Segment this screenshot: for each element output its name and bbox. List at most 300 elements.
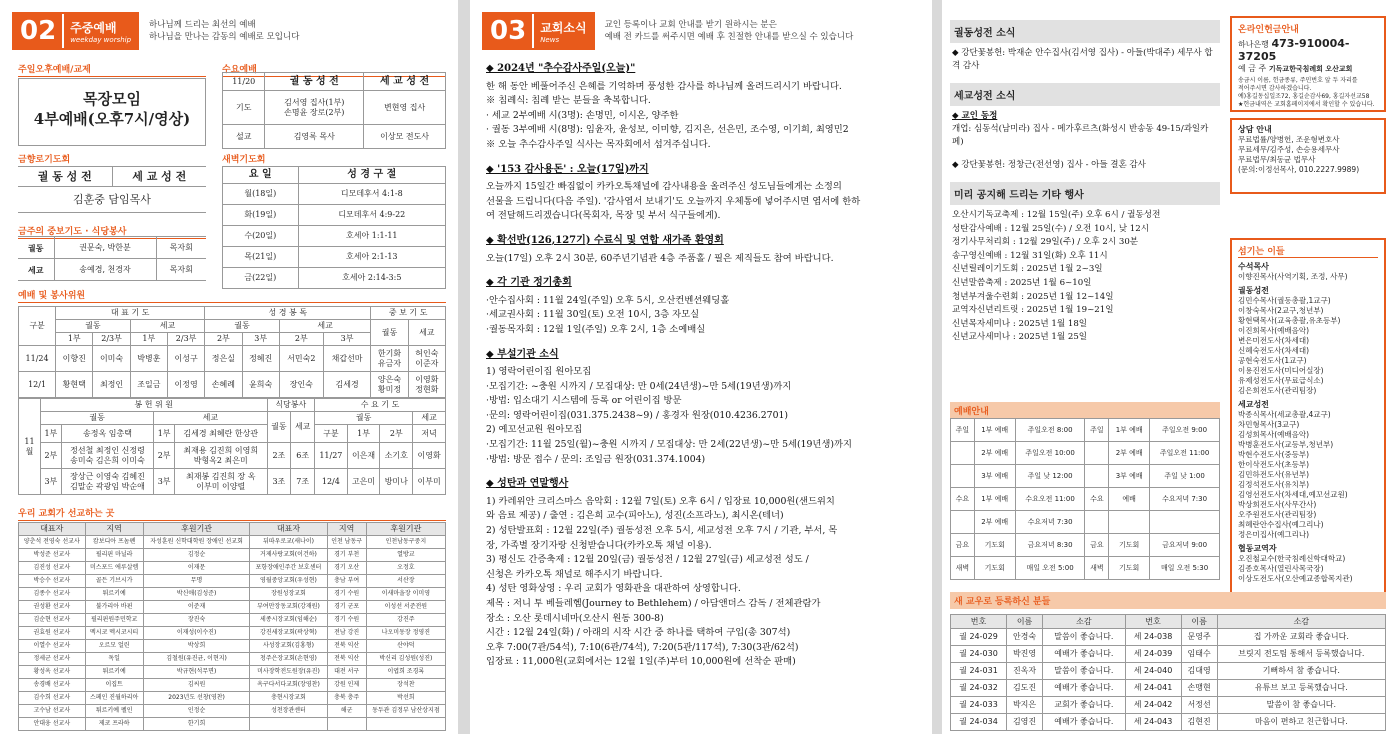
text-line: 2) 성탄발표회 : 12월 22일(주) 궐동성전 오후 5시, 세교성전 오후 7시 / 기관, 부서, 목	[486, 525, 838, 537]
gwoldong-news-text	[950, 43, 1220, 77]
section-badge	[12, 12, 139, 50]
new-member-row	[951, 663, 1386, 680]
text-line: 신년릴레이기도회 : 2025년 1월 2~3일	[952, 264, 1103, 275]
cell	[1150, 511, 1220, 534]
text-line: ·모집기간: 11월 25일(월)~충원 시까지 / 모집대상: 만 2세(22년생)~만 5세(19년생)까지	[486, 439, 852, 451]
section-number: 03	[484, 14, 532, 48]
cell: 금(22일)	[223, 268, 299, 289]
cell: 1부 예배	[1109, 419, 1150, 442]
online-offering-box	[1230, 16, 1386, 112]
cell: 말씀이 좋습니다.	[1043, 663, 1125, 680]
text-line: (문의:이정선목사, 010.2227.9989)	[1238, 165, 1360, 174]
cell: 박선희	[366, 692, 445, 705]
text-line: 와 음료 제공) / 출연 : 김은희 교수(피아노), 성진(소프라노), 최시온(테너)	[486, 510, 784, 522]
cell: 11월	[19, 399, 41, 495]
text-line: ★헌금내역은 교회홈페이지에서 확인할 수 있습니다.	[1238, 101, 1375, 108]
cell: 식당봉사	[267, 399, 315, 412]
text-line: 오진철교수(한국침례신학대학교)	[1238, 554, 1346, 563]
segyo-news-body	[950, 106, 1220, 176]
cell: 1부	[347, 425, 380, 443]
cell: 궐 동 성 전	[18, 167, 112, 187]
cell: 박상희	[143, 640, 250, 653]
worship-row	[951, 419, 1220, 442]
cell: 이성선 서준전원	[366, 601, 445, 614]
cell: 김현진	[1181, 714, 1217, 731]
cell: 주일오전 10:00	[1015, 442, 1085, 465]
text-line: 오늘까지 15일간 빠짐없이 카카오톡채널에 감사내용을 올려주신 성도님들에게는 소정의	[486, 181, 842, 193]
text-line: ◆ 강단꽃봉헌: 박재순 안수집사(김서영 집사) - 아들(박대주) 세무사 합격 감사	[952, 48, 1213, 71]
cell: 봉 헌 위 원	[41, 399, 268, 412]
mission-row	[19, 627, 446, 640]
text-line: 김민수목사(궐동총괄,1교구)	[1238, 296, 1331, 305]
cell: 인정순	[143, 705, 250, 718]
cell: 말씀이 참 좋습니다.	[1217, 697, 1385, 714]
intercession-section-title: 금주의 중보기도 · 식당봉사	[18, 224, 206, 239]
cell: 1부 예배	[974, 419, 1015, 442]
cell: 골든 기브시가	[85, 575, 143, 588]
text-line: 시간 : 12월 24일(화) / 아래의 시작 시간 중 하나를 택하여 구입(총 307석)	[486, 627, 791, 639]
cell: 수 요 기 도	[315, 399, 446, 412]
cell: 인천남동구중지	[366, 536, 445, 549]
cell: 고은미	[347, 469, 380, 495]
events-title: 미리 공지해 드리는 기타 행사	[950, 182, 1220, 205]
cell: 이부미	[413, 469, 446, 495]
mission-row	[19, 536, 446, 549]
cell: 이정영	[167, 372, 204, 398]
consult-lines	[1238, 135, 1378, 175]
cell: 2/3부	[93, 333, 130, 346]
cell: 세교	[279, 320, 371, 333]
staff-box	[1230, 238, 1386, 608]
text-line: 1) 카레위안 크리스마스 음악회 : 12월 7일(토) 오후 6시 / 입장료 10,000원(샌드위치	[486, 495, 835, 507]
worship-row	[951, 465, 1220, 488]
cell: 박성준 선교사	[19, 549, 86, 562]
cell: 주일오전 9:00	[1150, 419, 1220, 442]
cell: 2부 예배	[974, 511, 1015, 534]
cell: 청주은장교회(손현영)	[250, 653, 327, 666]
cell: 김대영	[1181, 663, 1217, 680]
cell: 수요	[1085, 488, 1109, 511]
cell: 집 가까운 교회라 좋습니다.	[1217, 629, 1385, 646]
cell: 11/20	[223, 73, 265, 91]
cell: 지역	[85, 523, 143, 536]
cell: 후원기관	[366, 523, 445, 536]
cell: 소기호	[380, 443, 413, 469]
news-heading: ◆ 확선반(126,127기) 수료식 및 연합 새가족 환영회	[486, 234, 724, 246]
cell: 송경배 선교사	[19, 679, 86, 692]
cell: 멕시코 멕시코시티	[85, 627, 143, 640]
cell: 김씨원	[143, 679, 250, 692]
mission-row	[19, 718, 446, 731]
mission-row	[19, 588, 446, 601]
cell: 충현시장교회	[250, 692, 327, 705]
cell: 박규현(석무면)	[143, 666, 250, 679]
cell: 박신애(김성준)	[143, 588, 250, 601]
cell: 이성구	[167, 346, 204, 372]
cell: 호세아 1:1-11	[298, 226, 445, 247]
cell	[951, 465, 975, 488]
cell: 성천장관센터	[250, 705, 327, 718]
text-line: 신년말씀축제 : 2025년 1월 6~10일	[952, 277, 1092, 288]
text-line: 송구영신예배 : 12월 31일(화) 오후 11시	[952, 250, 1108, 261]
cell: 방미나	[380, 469, 413, 495]
cell: 매일 오전 5:00	[1015, 557, 1085, 580]
cell: 김영록 목사	[265, 125, 364, 149]
cell: 궐동	[18, 237, 54, 259]
cell: 무명	[143, 575, 250, 588]
header-cell: 소감	[1217, 615, 1385, 629]
cell: 궐동	[267, 412, 291, 443]
cell: 뒤따우로교(새나이)	[250, 536, 327, 549]
header-desc-1: 교인 등록이나 교회 안내를 받기 원하시는 분은	[604, 20, 777, 30]
header-cell: 이름	[1181, 615, 1217, 629]
cell: 3조	[267, 469, 291, 495]
cell: 고수남 선교사	[19, 705, 86, 718]
cell: 한기화 유금자	[371, 346, 408, 372]
new-member-row	[951, 697, 1386, 714]
cell	[1109, 511, 1150, 534]
cell: 대 표 기 도	[56, 307, 205, 320]
cell: 김세경	[323, 372, 371, 398]
text-line: 예)홍길동십일조72, 홍길순감사69, 홍길자선교58	[1238, 93, 1370, 100]
cell: 송예경, 천경자	[54, 259, 156, 281]
text-line: ·문의: 영락어린이집(031.375.2438~9) / 홍경자 원장(010.4236.2701)	[486, 409, 789, 421]
sunday-box	[18, 78, 206, 146]
consult-title: 상담 안내	[1238, 125, 1272, 134]
cell: 미사장학전도원장(유진)	[250, 666, 327, 679]
cell: 주일 낮 1:00	[1150, 465, 1220, 488]
section-header	[482, 10, 853, 52]
cell: 브릿지 전도팀 통해서 등록했습니다.	[1217, 646, 1385, 663]
text-line: 유제성전도사(무료급식소)	[1238, 376, 1324, 385]
cell: 임태수	[1181, 646, 1217, 663]
text-line: 김정석전도사(유치부)	[1238, 480, 1310, 489]
cell: 3부 예배	[1109, 465, 1150, 488]
worship-row	[951, 511, 1220, 534]
text-line: 김영선전도사(차세대,예꼬선교원)	[1238, 490, 1348, 499]
text-line: 황현택목사(교육총괄,유초등부)	[1238, 316, 1341, 325]
text-line: 김종호목사(열린사목국장)	[1238, 564, 1324, 573]
cell: 목(21일)	[223, 247, 299, 268]
cell: 경기 수원	[327, 614, 366, 627]
cell: 세 교 성 전	[112, 167, 206, 187]
news-body	[486, 58, 922, 670]
news-heading: ◆ 부설기관 소식	[486, 348, 559, 360]
cell: 세 24-043	[1125, 714, 1181, 731]
cell: 최재용 김진희 이영희 박형옥2 최은미	[174, 443, 267, 469]
members-heading: ◆ 교인 동정	[952, 111, 998, 121]
cell: 3부	[154, 469, 175, 495]
mission-row	[19, 640, 446, 653]
section-title: 주중예배	[70, 20, 117, 35]
mission-row	[19, 601, 446, 614]
cell: 디모데후서 4:1-8	[298, 184, 445, 205]
text-line: ·세교권사회 : 11월 30일(토) 오전 10시, 3층 자모실	[486, 309, 700, 321]
cell: 세교	[154, 412, 267, 425]
cell: 경기 부천	[327, 549, 366, 562]
text-line: 최혜란안수집사(예그리나)	[1238, 520, 1324, 529]
section-subtitle: News	[540, 35, 560, 44]
mission-row	[19, 679, 446, 692]
cell: 양춘석 전영숙 선교사	[19, 536, 86, 549]
cell: 기도회	[974, 557, 1015, 580]
cell: 2부 예배	[1109, 442, 1150, 465]
cell: 세 교 성 전	[364, 73, 446, 91]
text-line: 신혜숙전도사(차세대)	[1238, 346, 1310, 355]
cell: 박지은	[1006, 697, 1042, 714]
new-member-row	[951, 629, 1386, 646]
header-cell: 번호	[1125, 615, 1181, 629]
cell: 디모데후서 4:9-22	[298, 205, 445, 226]
cell: 경기 군포	[327, 601, 366, 614]
cell: 기도회	[1109, 534, 1150, 557]
friday-table	[18, 166, 206, 213]
cell: 3부	[242, 333, 279, 346]
text-line: 이상도전도사(오산예교종합목지관)	[1238, 574, 1353, 583]
text-line: 한이삭전도사(초등부)	[1238, 460, 1310, 469]
cell: 지역	[327, 523, 366, 536]
cell: 서정선	[1181, 697, 1217, 714]
cell: 김서영 집사(1부) 손명윤 장로(2부)	[265, 91, 364, 125]
notices-column	[950, 20, 1220, 349]
cell: 정혜진	[242, 346, 279, 372]
cell: 손맹현	[1181, 680, 1217, 697]
cell: 세 24-041	[1125, 680, 1181, 697]
text-line: 여 전달해드리겠습니다(목회자, 목장 및 부서 식구들에게).	[486, 210, 721, 222]
staff-line: 이향진목사(사역기획, 조정, 사무)	[1238, 272, 1348, 281]
section-number: 02	[14, 14, 62, 48]
cell: 금요저녁 8:30	[1015, 534, 1085, 557]
cell: 김훈중 담임목사	[18, 187, 206, 213]
text-line: ·모집기간: ~충원 시까지 / 모집대상: 만 0세(24년생)~만 5세(19년생)까지	[486, 380, 792, 392]
cell	[1085, 511, 1109, 534]
section-subtitle: weekday worship	[70, 35, 132, 44]
cell: 튀르키예	[85, 666, 143, 679]
cell: 황현택	[56, 372, 93, 398]
cell: 이재문	[143, 562, 250, 575]
flower-text: ◆ 강단꽃봉헌: 정창근(전선영) 집사 - 아들 결혼 감사	[952, 160, 1146, 170]
cell: 2부 예배	[974, 442, 1015, 465]
cell: 말씀이 좋습니다.	[1043, 629, 1125, 646]
serve-section-title: 예배 및 봉사위원	[18, 288, 446, 303]
worship-guide-title: 예배안내	[950, 402, 1220, 419]
mission-row	[19, 692, 446, 705]
text-line: 무료법무/최동균 법무사	[1238, 155, 1316, 164]
cell: 12/1	[19, 372, 56, 398]
cell: 예배가 좋습니다.	[1043, 680, 1125, 697]
text-line: 입장료 : 11,000원(교회에서는 12월 1일(주)부터 10,000원에 선착순 판매)	[486, 656, 796, 668]
cell: 안경숙	[1006, 629, 1042, 646]
cell: 2부	[205, 333, 242, 346]
news-heading: ◆ 성탄과 연말행사	[486, 478, 569, 490]
text-line: 오늘(17일) 오후 2시 30분, 60주년기념관 4층 주품홀 / 필은 제직들도 참여 바랍니다.	[486, 252, 834, 264]
cell: 김도진	[1006, 680, 1042, 697]
cell: 화(19일)	[223, 205, 299, 226]
events-list	[950, 205, 1220, 349]
cell: 자성훈원 신학대학원 장애인 선교회	[143, 536, 250, 549]
cell: 이재성(이수진)	[143, 627, 250, 640]
cell: 튀르키예	[85, 588, 143, 601]
cell: 제코 프라하	[85, 718, 143, 731]
text-line: 교역자신년리트릿 : 2025년 1월 19~21일	[952, 305, 1114, 316]
cell: 김수희 선교사	[19, 692, 86, 705]
cell: 변현영 집사	[364, 91, 446, 125]
wednesday-section-title: 수요예배	[222, 62, 446, 77]
page-church-news	[470, 0, 932, 734]
text-line: 오산시기독교축제 : 12월 15일(주) 오후 6시 / 궐동성전	[952, 210, 1161, 220]
cell: 2부	[154, 443, 175, 469]
cell: 3부 예배	[974, 465, 1015, 488]
cell: 채갑선마	[323, 346, 371, 372]
cell: 열방교	[366, 549, 445, 562]
cell: 한기희	[143, 718, 250, 731]
cell: 이은재	[347, 443, 380, 469]
cell: 기도	[223, 91, 265, 125]
intercession-table	[18, 236, 206, 281]
cell: 교회가 좋습니다.	[1043, 697, 1125, 714]
online-offering-note	[1238, 77, 1378, 109]
dawn-table	[222, 166, 446, 289]
cell: 충남 부여	[327, 575, 366, 588]
cell: 장석찬	[366, 679, 445, 692]
cell: 세교	[18, 259, 54, 281]
cell: 12/4	[315, 469, 348, 495]
cell: 이열수 선교사	[19, 640, 86, 653]
cell	[1085, 442, 1109, 465]
cell: 김진성 선교사	[19, 562, 86, 575]
cell: 궐동	[315, 412, 413, 425]
text-line: ·안수집사회 : 11월 24일(주일) 오후 5시, 오산컨벤션웨딩홀	[486, 294, 730, 306]
text-line: 박현수전도사(중등부)	[1238, 450, 1310, 459]
mission-row	[19, 549, 446, 562]
cell: 전북 익산	[327, 653, 366, 666]
text-line: 이진희목사(예배음악)	[1238, 326, 1310, 335]
cell: 새벽	[1085, 557, 1109, 580]
cell: 새벽	[951, 557, 975, 580]
news-heading: ◆ '153 감사용돈' : 오늘(17일)까지	[486, 163, 649, 175]
cell: 예배	[1109, 488, 1150, 511]
cell: 2부	[279, 333, 323, 346]
cell: 수요오전 11:00	[1015, 488, 1085, 511]
cell: 충북 충주	[327, 692, 366, 705]
cell: 2조	[267, 443, 291, 469]
cell: 6조	[291, 443, 315, 469]
header-desc-2: 하나님을 만나는 감동의 예배로 모입니다	[149, 32, 300, 42]
cell: 산야덕	[366, 640, 445, 653]
new-members-header	[951, 615, 1386, 629]
cell: 궐동	[41, 412, 154, 425]
cell: 독일	[85, 653, 143, 666]
cell: 권효원 선교사	[19, 627, 86, 640]
cell: 영월중앙교회(우성현)	[250, 575, 327, 588]
text-line: 박상희전도사(사무간사)	[1238, 500, 1317, 509]
cell	[951, 442, 975, 465]
cell: 이새마을장 이미영	[366, 588, 445, 601]
text-line: 제목 : 저니 투 베들레헴(Journey to Bethlehem) / 아담앤더스 감독 / 전체관람가	[486, 598, 821, 609]
cell: 궐 24-034	[951, 714, 1007, 731]
staff-title: 섬기는 이들	[1238, 244, 1378, 258]
cell: 주일	[951, 419, 975, 442]
table-row	[19, 372, 446, 398]
holder-label: 예 금 주	[1238, 64, 1267, 73]
cell: 최재봉 김진희 장 옥 이부미 이양렬	[174, 469, 267, 495]
worship-row	[951, 557, 1220, 580]
text-line: 신청은 카카오톡 채널로 해주시기 바랍니다.	[486, 568, 663, 580]
cell: 필리핀원주민학교	[85, 614, 143, 627]
cell: 불가리아 바핀	[85, 601, 143, 614]
cell: 궐동	[205, 320, 280, 333]
news-text-3	[486, 252, 922, 267]
cell: 대표자	[250, 523, 327, 536]
cell: 2부	[41, 443, 62, 469]
cell	[366, 718, 445, 731]
cell: 7조	[291, 469, 315, 495]
text-line: 4) 성탄 영화상영 : 우리 교회가 영화관을 대관하여 상영합니다.	[486, 583, 741, 595]
cell: 2023년도 선창(영찬)	[143, 692, 250, 705]
text-line: 김민하전도사(유년부)	[1238, 470, 1310, 479]
cell: 정선철 최정인 신정령 송미숙 김은희 이미숙	[61, 443, 154, 469]
cell: 송정옥 임총택	[61, 425, 154, 443]
cell: 세 24-040	[1125, 663, 1181, 680]
text-line: 정은미집사(예그리나)	[1238, 530, 1310, 539]
cell: 허인숙 이준자	[408, 346, 445, 372]
cell: 호세아 2:1-13	[298, 247, 445, 268]
cell: 장인숙	[279, 372, 323, 398]
news-text-5	[486, 365, 922, 467]
text-line: 공현숙전도사(1교구)	[1238, 356, 1307, 365]
cell: 궐동	[371, 320, 408, 346]
cell	[951, 511, 975, 534]
text-line: ※ 오늘 추수감사주일 식사는 목자회에서 섬겨주십니다.	[486, 138, 711, 150]
cell: 해군	[327, 705, 366, 718]
text-line: 신년교사세미나 : 2025년 1월 25일	[952, 332, 1088, 343]
text-line: 한 해 동안 베풀어주신 은혜를 기억하며 풍성한 감사를 하나님께 올려드리시기 바랍니다.	[486, 80, 842, 92]
online-offering-title: 온라인헌금안내	[1238, 25, 1299, 35]
cell: 11/24	[19, 346, 56, 372]
cell: 나오미동장 정영진	[366, 627, 445, 640]
text-line: 장, 가족별 장기자랑 신청받습니다(카카오톡 채널 이용).	[486, 539, 712, 551]
text-line: · 세교 2부예배 시(3명): 손명민, 이시온, 양주한	[486, 109, 679, 121]
account-holder: 기독교한국침례회 오산교회	[1268, 65, 1353, 73]
worship-row	[951, 488, 1220, 511]
cell: 김종수 선교사	[19, 588, 86, 601]
staff-group: 세교성전	[1238, 400, 1269, 409]
cell: 캄보디아 프놈펜	[85, 536, 143, 549]
cell: 진옥자	[1006, 663, 1042, 680]
sunday-line-2: 4부예배(오후7시/영상)	[33, 110, 191, 128]
cell: 이향진	[56, 346, 93, 372]
table-row	[19, 469, 446, 495]
cell	[250, 718, 327, 731]
cell: 금요	[1085, 534, 1109, 557]
cell: 구분	[19, 307, 56, 346]
news-text-6	[486, 495, 922, 670]
cell: 매일 오전 5:30	[1150, 557, 1220, 580]
text-line: 오후 7:00(7관/54석), 7:10(6관/74석), 7:20(5관/117석), 7:30(3관/62석)	[486, 641, 799, 653]
cell: 박진영	[1006, 646, 1042, 663]
cell: 미스포드 에루살렘	[85, 562, 143, 575]
cell: 예배가 좋습니다.	[1043, 714, 1125, 731]
cell: 금요저녁 9:00	[1150, 534, 1220, 557]
cell: 유튜브 보고 등록했습니다.	[1217, 680, 1385, 697]
text-line: 1) 영락어린이집 원아모집	[486, 366, 592, 378]
serve-table	[18, 306, 446, 495]
text-line: 성탄감사예배 : 12월 25일(수) / 오전 10시, 낮 12시	[952, 223, 1150, 234]
text-line: ·궐동목자회 : 12월 1일(주일) 오후 2시, 1층 소예배실	[486, 323, 706, 335]
section-badge	[482, 12, 595, 50]
text-line: 선물을 드립니다(다음 주일). '감사엽서 보내기'도 오늘까지 우체통에 넣어주시면 엽서에 한하	[486, 195, 861, 207]
cell: 세 24-039	[1125, 646, 1181, 663]
